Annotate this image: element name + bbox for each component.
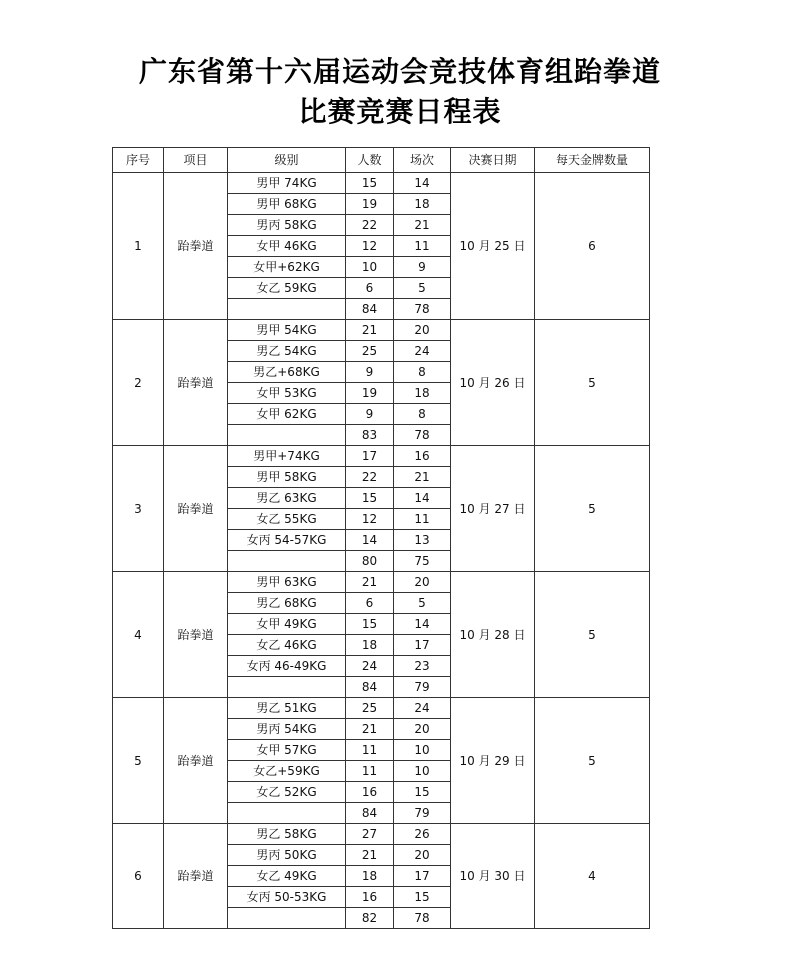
schedule-table	[112, 147, 650, 929]
matches-cell: 26	[394, 824, 451, 845]
category-cell: 女甲 57KG	[228, 740, 346, 761]
category-cell: 女丙 50-53KG	[228, 887, 346, 908]
gold-count-cell: 4	[535, 824, 650, 929]
seq-cell: 1	[113, 173, 164, 320]
matches-total-cell: 78	[394, 299, 451, 320]
gold-count-cell: 5	[535, 572, 650, 698]
matches-cell: 16	[394, 446, 451, 467]
category-cell: 女乙 59KG	[228, 278, 346, 299]
header-sport: 项目	[164, 148, 228, 173]
matches-cell: 14	[394, 488, 451, 509]
participants-cell: 18	[346, 866, 394, 887]
seq-cell: 5	[113, 698, 164, 824]
header-matches: 场次	[394, 148, 451, 173]
category-cell: 男乙 68KG	[228, 593, 346, 614]
matches-cell: 17	[394, 866, 451, 887]
sport-cell: 跆拳道	[164, 446, 228, 572]
category-cell: 女甲+62KG	[228, 257, 346, 278]
table-row	[113, 824, 650, 845]
participants-cell: 15	[346, 173, 394, 194]
header-seq: 序号	[113, 148, 164, 173]
participants-cell: 22	[346, 467, 394, 488]
matches-cell: 5	[394, 593, 451, 614]
participants-cell: 6	[346, 278, 394, 299]
category-cell: 男丙 58KG	[228, 215, 346, 236]
participants-cell: 21	[346, 320, 394, 341]
category-cell-empty	[228, 803, 346, 824]
participants-cell: 24	[346, 656, 394, 677]
sport-cell: 跆拳道	[164, 320, 228, 446]
gold-count-cell: 5	[535, 698, 650, 824]
category-cell: 女乙 55KG	[228, 509, 346, 530]
matches-cell: 17	[394, 635, 451, 656]
participants-cell: 9	[346, 362, 394, 383]
gold-count-cell: 5	[535, 320, 650, 446]
participants-total-cell: 83	[346, 425, 394, 446]
matches-total-cell: 78	[394, 425, 451, 446]
category-cell: 女乙 46KG	[228, 635, 346, 656]
participants-cell: 15	[346, 614, 394, 635]
category-cell: 男乙+68KG	[228, 362, 346, 383]
gold-count-cell: 6	[535, 173, 650, 320]
participants-cell: 12	[346, 236, 394, 257]
matches-total-cell: 75	[394, 551, 451, 572]
matches-cell: 20	[394, 845, 451, 866]
matches-cell: 20	[394, 572, 451, 593]
category-cell: 女乙 49KG	[228, 866, 346, 887]
participants-cell: 19	[346, 194, 394, 215]
seq-cell: 2	[113, 320, 164, 446]
matches-cell: 14	[394, 173, 451, 194]
header-final-date: 决赛日期	[451, 148, 535, 173]
gold-count-cell: 5	[535, 446, 650, 572]
participants-cell: 17	[346, 446, 394, 467]
final-date-cell: 10 月 30 日	[451, 824, 535, 929]
matches-cell: 10	[394, 761, 451, 782]
matches-total-cell: 79	[394, 677, 451, 698]
matches-cell: 15	[394, 782, 451, 803]
category-cell: 女甲 62KG	[228, 404, 346, 425]
table-header-row	[113, 148, 650, 173]
category-cell: 男甲 63KG	[228, 572, 346, 593]
matches-cell: 20	[394, 320, 451, 341]
category-cell: 男甲 54KG	[228, 320, 346, 341]
participants-cell: 12	[346, 509, 394, 530]
participants-cell: 25	[346, 698, 394, 719]
matches-cell: 10	[394, 740, 451, 761]
seq-cell: 3	[113, 446, 164, 572]
category-cell: 女甲 46KG	[228, 236, 346, 257]
participants-cell: 15	[346, 488, 394, 509]
category-cell: 男乙 54KG	[228, 341, 346, 362]
category-cell: 男丙 50KG	[228, 845, 346, 866]
matches-cell: 21	[394, 215, 451, 236]
matches-cell: 24	[394, 341, 451, 362]
category-cell: 女乙+59KG	[228, 761, 346, 782]
sport-cell: 跆拳道	[164, 173, 228, 320]
table-row	[113, 446, 650, 467]
category-cell: 女丙 54-57KG	[228, 530, 346, 551]
final-date-cell: 10 月 27 日	[451, 446, 535, 572]
matches-total-cell: 78	[394, 908, 451, 929]
matches-cell: 13	[394, 530, 451, 551]
matches-cell: 20	[394, 719, 451, 740]
participants-cell: 27	[346, 824, 394, 845]
category-cell: 男甲 74KG	[228, 173, 346, 194]
seq-cell: 6	[113, 824, 164, 929]
category-cell: 男乙 63KG	[228, 488, 346, 509]
category-cell: 男丙 54KG	[228, 719, 346, 740]
table-row	[113, 572, 650, 593]
participants-cell: 21	[346, 719, 394, 740]
header-gold-count: 每天金牌数量	[535, 148, 650, 173]
header-category: 级别	[228, 148, 346, 173]
category-cell-empty	[228, 299, 346, 320]
participants-total-cell: 80	[346, 551, 394, 572]
participants-cell: 21	[346, 845, 394, 866]
participants-cell: 18	[346, 635, 394, 656]
participants-cell: 22	[346, 215, 394, 236]
participants-cell: 21	[346, 572, 394, 593]
category-cell: 男乙 58KG	[228, 824, 346, 845]
table-row	[113, 320, 650, 341]
category-cell: 女甲 49KG	[228, 614, 346, 635]
final-date-cell: 10 月 25 日	[451, 173, 535, 320]
matches-cell: 11	[394, 509, 451, 530]
participants-cell: 10	[346, 257, 394, 278]
participants-total-cell: 84	[346, 299, 394, 320]
sport-cell: 跆拳道	[164, 824, 228, 929]
participants-cell: 11	[346, 761, 394, 782]
participants-cell: 6	[346, 593, 394, 614]
sport-cell: 跆拳道	[164, 698, 228, 824]
final-date-cell: 10 月 26 日	[451, 320, 535, 446]
final-date-cell: 10 月 28 日	[451, 572, 535, 698]
matches-cell: 5	[394, 278, 451, 299]
participants-total-cell: 84	[346, 803, 394, 824]
category-cell-empty	[228, 908, 346, 929]
matches-total-cell: 79	[394, 803, 451, 824]
category-cell: 男甲 58KG	[228, 467, 346, 488]
document-title: 广东省第十六届运动会竞技体育组跆拳道	[138, 55, 661, 88]
table-row	[113, 698, 650, 719]
participants-cell: 25	[346, 341, 394, 362]
table-row	[113, 173, 650, 194]
participants-cell: 19	[346, 383, 394, 404]
matches-cell: 24	[394, 698, 451, 719]
matches-cell: 8	[394, 362, 451, 383]
matches-cell: 14	[394, 614, 451, 635]
category-cell: 男乙 51KG	[228, 698, 346, 719]
category-cell-empty	[228, 425, 346, 446]
matches-cell: 9	[394, 257, 451, 278]
participants-total-cell: 82	[346, 908, 394, 929]
participants-cell: 11	[346, 740, 394, 761]
participants-total-cell: 84	[346, 677, 394, 698]
participants-cell: 16	[346, 887, 394, 908]
participants-cell: 9	[346, 404, 394, 425]
document-subtitle: 比赛竞赛日程表	[298, 95, 502, 128]
matches-cell: 18	[394, 383, 451, 404]
category-cell: 女乙 52KG	[228, 782, 346, 803]
category-cell: 女丙 46-49KG	[228, 656, 346, 677]
category-cell-empty	[228, 677, 346, 698]
matches-cell: 18	[394, 194, 451, 215]
matches-cell: 15	[394, 887, 451, 908]
participants-cell: 16	[346, 782, 394, 803]
category-cell: 男甲 68KG	[228, 194, 346, 215]
matches-cell: 8	[394, 404, 451, 425]
category-cell-empty	[228, 551, 346, 572]
header-participants: 人数	[346, 148, 394, 173]
matches-cell: 11	[394, 236, 451, 257]
matches-cell: 23	[394, 656, 451, 677]
final-date-cell: 10 月 29 日	[451, 698, 535, 824]
seq-cell: 4	[113, 572, 164, 698]
sport-cell: 跆拳道	[164, 572, 228, 698]
participants-cell: 14	[346, 530, 394, 551]
category-cell: 男甲+74KG	[228, 446, 346, 467]
category-cell: 女甲 53KG	[228, 383, 346, 404]
matches-cell: 21	[394, 467, 451, 488]
